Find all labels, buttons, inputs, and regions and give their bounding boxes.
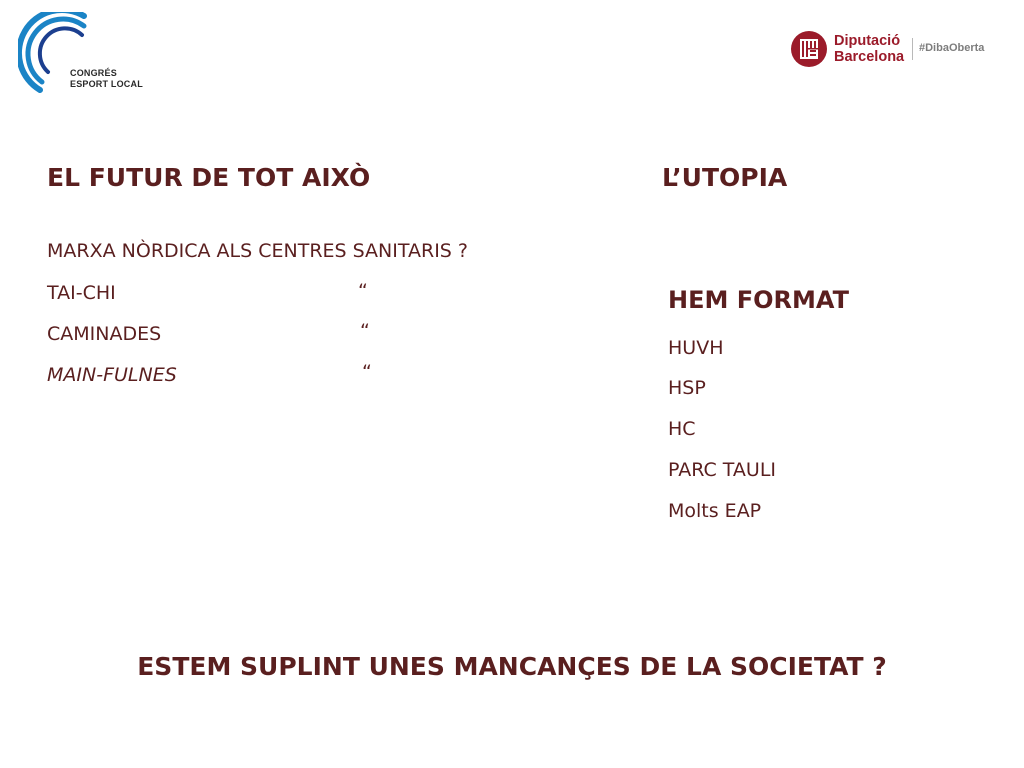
diputacio-seal-icon [790,30,828,68]
congres-esport-local-logo [18,12,158,94]
ditto-mark: “ [362,361,372,383]
ditto-mark: “ [358,280,368,302]
diputacio-barcelona-logo [790,30,1000,70]
right-subheading: HEM FORMAT [668,286,849,314]
left-heading: EL FUTUR DE TOT AIXÒ [47,163,371,192]
logo-line-1: CONGRÉS [70,68,117,78]
logo-line-2: ESPORT LOCAL [70,79,143,89]
logo-divider [912,38,913,60]
right-item-4: PARC TAULI [668,459,777,481]
right-item-5: Molts EAP [668,500,762,522]
right-item-2: HSP [668,377,706,399]
hashtag: #DibaOberta [919,42,985,54]
right-item-1: HUVH [668,337,724,359]
ditto-mark: “ [360,320,370,342]
org-name [834,33,904,65]
left-item-1: MARXA NÒRDICA ALS CENTRES SANITARIS ? [47,240,468,262]
left-item-2: TAI-CHI [47,282,116,304]
right-item-3: HC [668,418,696,440]
right-heading: L’UTOPIA [662,163,788,192]
left-item-4: MAIN-FULNES [47,364,177,386]
org-name-line-1: Diputació [834,33,901,49]
org-name-line-2: Barcelona [834,49,905,65]
left-item-3: CAMINADES [47,323,162,345]
footer-question: ESTEM SUPLINT UNES MANCANÇES DE LA SOCIETAT ? [137,652,887,681]
